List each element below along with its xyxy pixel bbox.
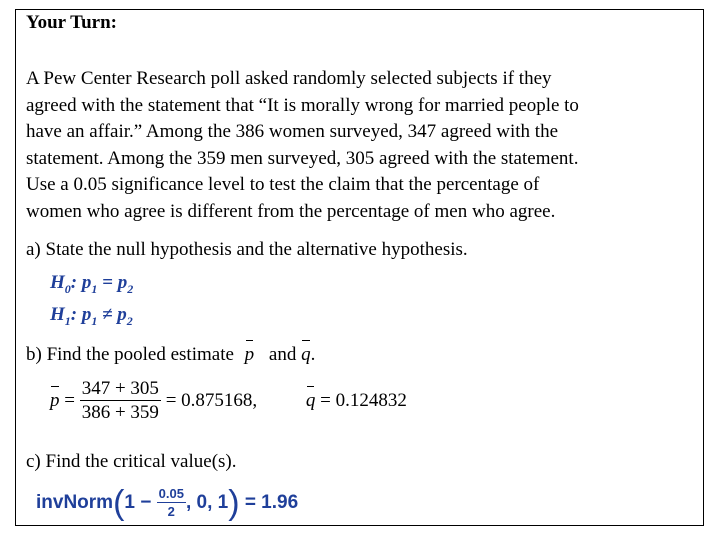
slide-title: Your Turn: (26, 12, 118, 33)
alternative-hypothesis: $H_1$: $p_1 \ne p_2$ (50, 304, 133, 328)
question-c: c) Find the critical value(s). (26, 451, 237, 472)
p-value: = 0.875168, (165, 389, 258, 411)
critical-value-result: = 1.96 (244, 492, 299, 514)
alpha-fraction: $\frac{0.05}{2}$ (158, 486, 184, 519)
paragraph-line: Use a 0.05 significance level to test the claim that the percentage of (26, 174, 540, 195)
paragraph-line: A Pew Center Research poll asked randomly selected subjects if they (26, 68, 552, 89)
question-a: a) State the null hypothesis and the alternative hypothesis. (26, 239, 468, 260)
pooled-estimate-equation: p = $\frac{347 + 305}{386 + 359}$ = 0.875168, q = 0.124832 (50, 378, 407, 423)
paragraph-line: women who agree is different from the percentage of men who agree. (26, 200, 556, 222)
paragraph-line: have an affair.” Among the 386 women surveyed, 347 agreed with the (26, 121, 559, 142)
fraction-denominator: 386 + 359 (81, 402, 159, 423)
invnorm-function: invNorm (36, 492, 114, 514)
null-hypothesis: $H_0$: $p_1 = p_2$ (50, 272, 134, 296)
paragraph-line: agreed with the statement that “It is morally wrong for married people to (26, 94, 579, 116)
paragraph-line: statement. Among the 359 men surveyed, 305 agreed with the statement. (26, 147, 579, 169)
q-value: = 0.124832 (320, 389, 407, 411)
pooled-fraction (80, 378, 161, 425)
critical-value-expression: invNorm(1 − $\frac{0.05}{2}$ , 0, 1) = 1.96 (36, 484, 299, 522)
q-bar-symbol: q (305, 389, 316, 411)
fraction-numerator: 347 + 305 (81, 378, 159, 399)
problem-paragraph (26, 66, 696, 225)
q-bar-symbol: q (301, 344, 311, 365)
question-b: b) Find the pooled estimate p and q. (26, 344, 316, 365)
p-bar-symbol: p (50, 389, 60, 411)
p-bar-symbol: p (244, 344, 255, 365)
